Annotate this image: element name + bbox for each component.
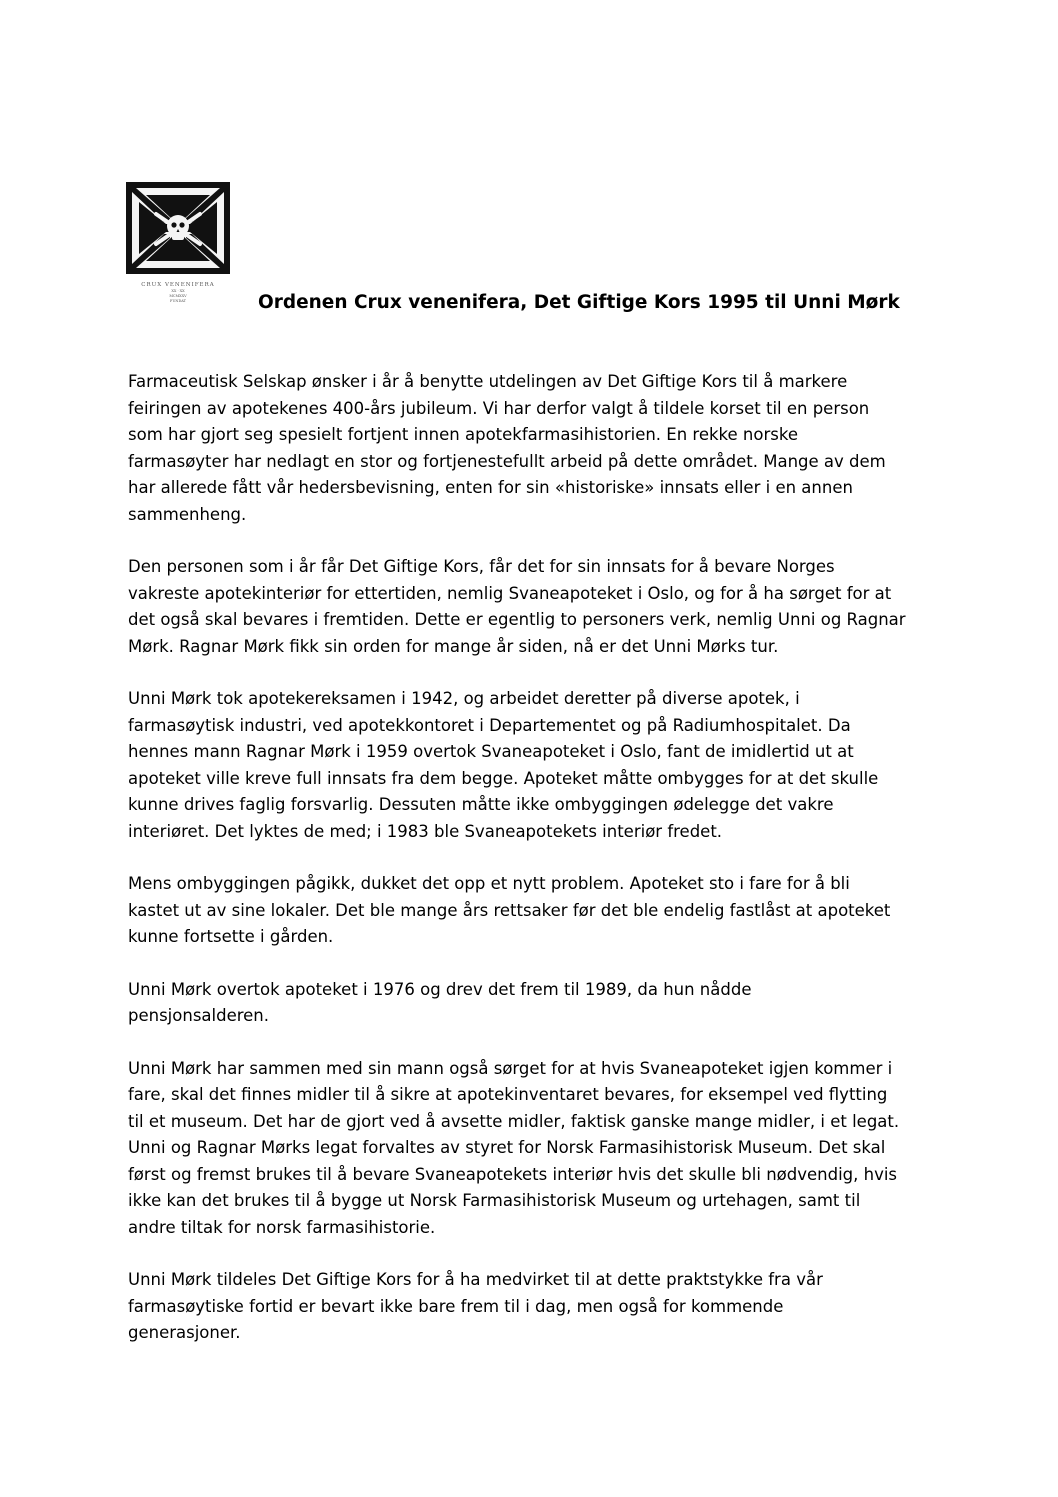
emblem-subline: MCMXXV xyxy=(169,294,187,298)
paragraph-line: kunne fortsette i gården. xyxy=(128,927,334,946)
emblem-motto: CRUX VENENIFERA xyxy=(141,282,215,288)
paragraph-line: pensjonsalderen. xyxy=(128,1006,270,1025)
paragraph-line: hennes mann Ragnar Mørk i 1959 overtok Svaneapoteket i Oslo, fant de imidlertid ut at xyxy=(128,742,854,761)
paragraph-line: fare, skal det finnes midler til å sikre at apotekinventaret bevares, for eksempel ved flytting xyxy=(128,1085,888,1104)
paragraph-line: det også skal bevares i fremtiden. Dette er egentlig to personers verk, nemlig Unni og Ragnar xyxy=(128,610,906,629)
paragraph xyxy=(128,1267,928,1347)
paragraph-line: vakreste apotekinteriør for ettertiden, nemlig Svaneapoteket i Oslo, og for å ha sørget for at xyxy=(128,583,892,603)
paragraph-line: Mens ombyggingen pågikk, dukket det opp et nytt problem. Apoteket sto i fare for å bli xyxy=(128,874,850,893)
paragraph xyxy=(128,1056,928,1242)
paragraph-line: farmasøytisk industri, ved apotekkontoret i Departementet og på Radiumhospitalet. Da xyxy=(128,715,851,735)
document-body xyxy=(128,369,928,1373)
paragraph-line: Mørk. Ragnar Mørk fikk sin orden for mange år siden, nå er det Unni Mørks tur. xyxy=(128,636,779,656)
paragraph-line: generasjoner. xyxy=(128,1323,241,1342)
paragraph-line: sammenheng. xyxy=(128,504,247,524)
paragraph-line: kastet ut av sine lokaler. Det ble mange års rettsaker før det ble endelig fastlåst at apoteket xyxy=(128,900,891,920)
paragraph-line: til et museum. Det har de gjort ved å avsette midler, faktisk ganske mange midler, i et legat. xyxy=(128,1111,900,1131)
paragraph-line: først og fremst brukes til å bevare Svaneapotekets interiør hvis det skulle bli nødvendig, hvis xyxy=(128,1164,898,1184)
paragraph-line: andre tiltak for norsk farmasihistorie. xyxy=(128,1217,436,1237)
paragraph-line: Unni og Ragnar Mørks legat forvaltes av styret for Norsk Farmasihistorisk Museum. Det skal xyxy=(128,1138,886,1157)
paragraph-line: Unni Mørk tildeles Det Giftige Kors for å ha medvirket til at dette praktstykke fra vår xyxy=(128,1270,823,1289)
paragraph-line: farmasøytiske fortid er bevart ikke bare frem til i dag, men også for kommende xyxy=(128,1296,784,1316)
paragraph-line: Unni Mørk tok apotekereksamen i 1942, og arbeidet deretter på diverse apotek, i xyxy=(128,689,800,708)
paragraph-line: ikke kan det brukes til å bygge ut Norsk Farmasihistorisk Museum og urtehagen, samt til xyxy=(128,1191,861,1210)
paragraph-line: Den personen som i år får Det Giftige Kors, får det for sin innsats for å bevare Norges xyxy=(128,557,835,576)
paragraph-line: Unni Mørk har sammen med sin mann også sørget for at hvis Svaneapoteket igjen kommer i xyxy=(128,1058,893,1078)
emblem-subline: XX · XX xyxy=(171,289,185,293)
paragraph xyxy=(128,871,928,951)
paragraph-line: har allerede fått vår hedersbevisning, enten for sin «historiske» innsats eller i en annen xyxy=(128,478,853,497)
paragraph-line: kunne drives faglig forsvarlig. Dessuten måtte ikke ombyggingen ødelegge det vakre xyxy=(128,795,834,814)
paragraph-line: farmasøyter har nedlagt en stor og fortjenestefullt arbeid på dette området. Mange av dem xyxy=(128,451,886,471)
paragraph-line: som har gjort seg spesielt fortjent innen apotekfarmasihistorien. En rekke norske xyxy=(128,425,798,444)
crux-venenifera-emblem xyxy=(126,182,230,274)
paragraph-line: Farmaceutisk Selskap ønsker i år å benytte utdelingen av Det Giftige Kors til å markere xyxy=(128,372,848,391)
poison-cross-icon xyxy=(126,182,230,274)
paragraph-line: feiringen av apotekenes 400-års jubileum. Vi har derfor valgt å tildele korset til en person xyxy=(128,398,870,418)
paragraph xyxy=(128,686,928,845)
emblem-caption xyxy=(126,281,230,304)
paragraph-line: interiøret. Det lyktes de med; i 1983 ble Svaneapotekets interiør fredet. xyxy=(128,821,723,841)
paragraph xyxy=(128,369,928,528)
paragraph-line: Unni Mørk overtok apoteket i 1976 og drev det frem til 1989, da hun nådde xyxy=(128,979,752,999)
paragraph xyxy=(128,977,928,1030)
document-title: Ordenen Crux venenifera, Det Giftige Kors 1995 til Unni Mørk xyxy=(258,292,900,313)
paragraph xyxy=(128,554,928,660)
emblem-subline: FUNDAT xyxy=(170,299,186,303)
paragraph-line: apoteket ville kreve full innsats fra dem begge. Apoteket måtte ombygges for at det skulle xyxy=(128,768,879,788)
